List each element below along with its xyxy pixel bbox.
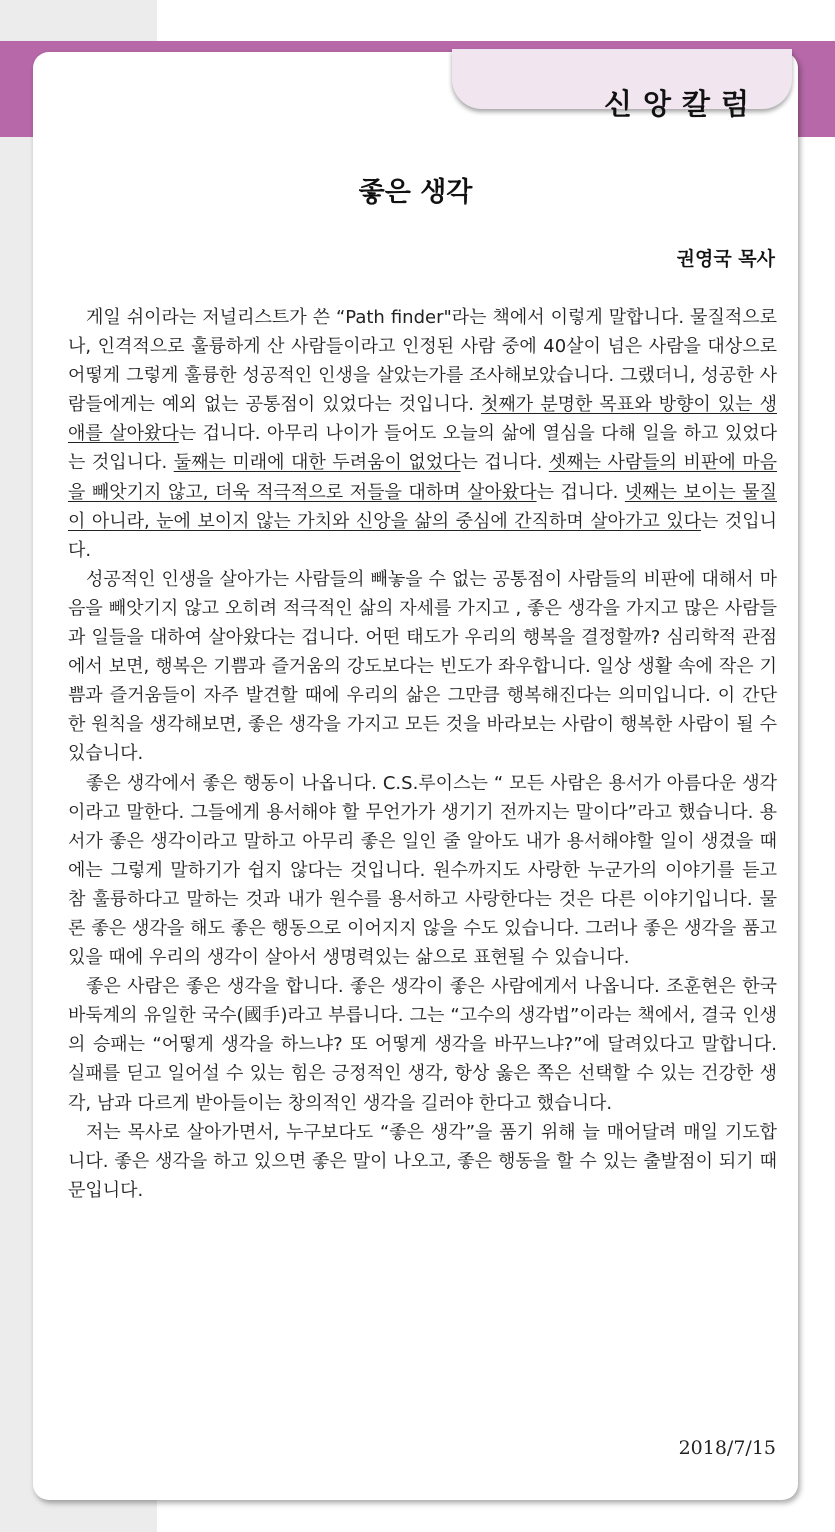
underlined-point-1: 첫째가 분명한 목표와 방향이 있는 생애를 살아왔다 [68, 394, 777, 445]
paragraph-3: 좋은 생각에서 좋은 행동이 나옵니다. C.S.루이스는 “ 모든 사람은 용서가 아름다운 생각이라고 말한다. 그들에게 용서해야 할 무언가가 생기기 전까지는 말이다”라고 했습니다. 용서가 좋은 생각이라고 말하고 아무리 좋은 일인 줄 알아도 내가 용서해야할 일이 생겼을 때에는 그렇게 말하기가 쉽지 않다는 것입니다. 원수까지도 사랑한 누군가의 이야기를 듣고 참 훌륭하다고 말하는 것과 내가 원수를 용서하고 사랑한다는 것은 다른 이야기입니다. 물론 좋은 생각을 해도 좋은 행동으로 이어지지 않을 수도 있습니다. 그러나 좋은 생각을 품고 있을 때에 우리의 생각이 살아서 생명력있는 삶으로 표현될 수 있습니다. [68, 772, 777, 969]
article-author: 권영국 목사 [676, 248, 775, 270]
paragraph-1-text: 는 겁니다. [460, 452, 549, 474]
paragraph-1-text: 는 겁니다. 아무리 나이가 들어도 오늘의 삶에 열심을 다해 일을 하고 있었다는 것입니다. [68, 423, 777, 474]
paragraph-1-text: 는 것입니다. [68, 510, 777, 561]
underlined-point-4: 넷째는 보이는 물질이 아니라, 눈에 보이지 않는 가치와 신앙을 삶의 중심에 간직하며 살아가고 있다 [68, 481, 778, 532]
underlined-point-3: 셋째는 사람들의 비판에 마음을 빼앗기지 않고, 더욱 적극적으로 저들을 대하며 살아왔다 [68, 452, 778, 503]
article-date: 2018/7/15 [678, 1437, 776, 1459]
paragraph-2: 성공적인 인생을 살아가는 사람들의 빼놓을 수 없는 공통점이 사람들의 비판에 대해서 마음을 빼앗기지 않고 오히려 적극적인 삶의 자세를 가지고 , 좋은 생각을 가지고 많은 사람들과 일들을 대하여 살아왔다는 겁니다. 어떤 태도가 우리의 행복을 결정할까? 심리학적 관점에서 보면, 행복은 기쁨과 즐거움의 강도보다는 빈도가 좌우합니다. 일상 생활 속에 작은 기쁨과 즐거움들이 자주 발견할 때에 우리의 삶은 그만큼 행복해진다는 의미입니다. 이 간단한 원칙을 생각해보면, 좋은 생각을 가지고 모든 것을 바라보는 사람이 행복한 사람이 될 수 있습니다. [68, 568, 777, 765]
paragraph-1-text: 게일 쉬이라는 저널리스트가 쓴 “Path finder"라는 책에서 이렇게 말합니다. 물질적으로나, 인격적으로 훌륭하게 산 사람들이라고 인정된 사람 중에 40살이 넘은 사람을 대상으로 어떻게 그렇게 훌륭한 성공적인 인생을 살았는가를 조사해보았습니다. 그랬더니, 성공한 사람들에게는 예외 없는 공통점이 있었다는 것입니다. [68, 307, 777, 416]
paragraph-4: 좋은 사람은 좋은 생각을 합니다. 좋은 생각이 좋은 사람에게서 나옵니다. 조훈현은 한국 바둑계의 유일한 국수(國手)라고 부릅니다. 그는 “고수의 생각법”이라는 책에서, 결국 인생의 승패는 “어떻게 생각을 하느냐? 또 어떻게 생각을 바꾸느냐?”에 달려있다고 말합니다. 실패를 딛고 일어설 수 있는 힘은 긍정적인 생각, 항상 옳은 쪽은 선택할 수 있는 건강한 생각, 남과 다르게 받아들이는 창의적인 생각을 길러야 한다고 했습니다. [68, 976, 777, 1114]
column-label: 신앙칼럼 [603, 87, 760, 121]
paragraph-5: 저는 목사로 살아가면서, 누구보다도 “좋은 생각”을 품기 위해 늘 매어달려 매일 기도합니다. 좋은 생각을 하고 있으면 좋은 말이 나오고, 좋은 행동을 할 수 있는 출발점이 되기 때문입니다. [68, 1121, 777, 1201]
paragraph-1-text: 는 겁니다. [536, 481, 625, 503]
paragraph-1 [68, 303, 777, 565]
article-title: 좋은 생각 [358, 177, 473, 208]
underlined-point-2: 둘째는 미래에 대한 두려움이 없었다 [173, 452, 461, 474]
article-body [68, 303, 777, 1205]
